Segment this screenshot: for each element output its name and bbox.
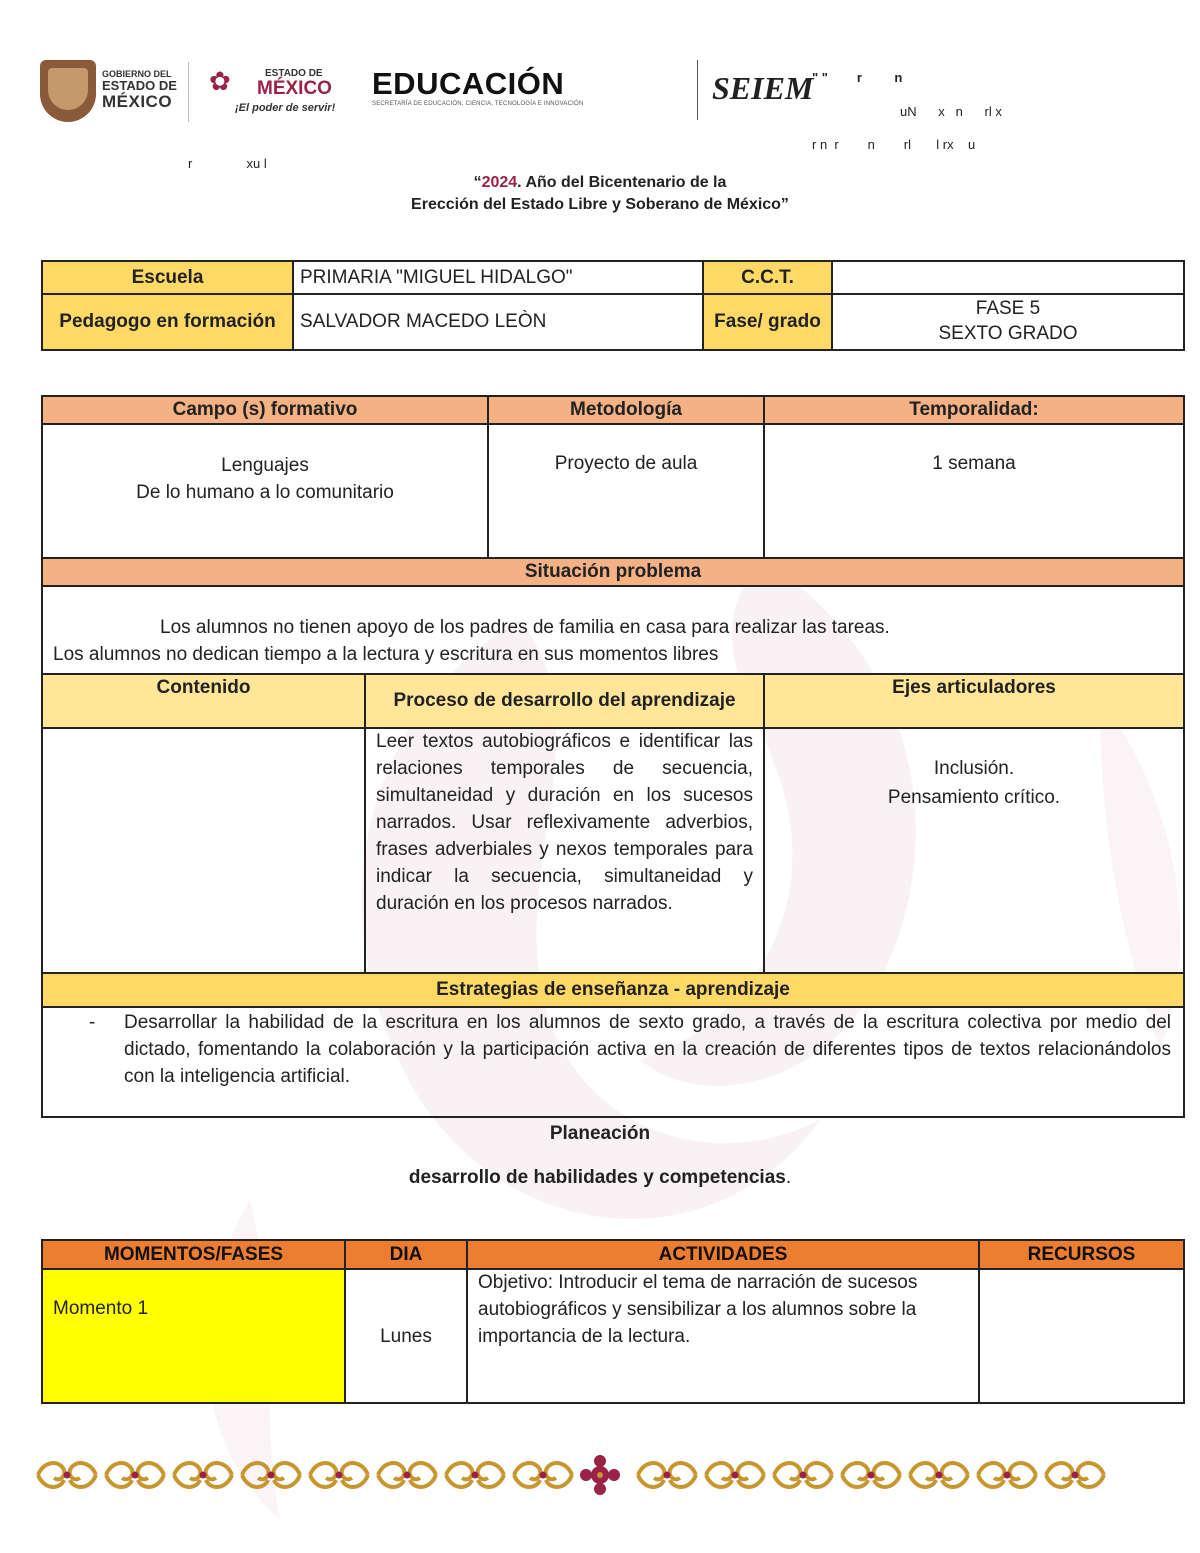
header-fragment-4: r xu l <box>188 156 267 171</box>
momento-cell: Momento 1 <box>42 1269 345 1403</box>
contenido-value <box>42 728 365 973</box>
proceso-label: Proceso de desarrollo del aprendizaje <box>365 674 764 728</box>
info-table <box>41 260 1185 351</box>
header-momentos: MOMENTOS/FASES <box>42 1240 345 1269</box>
schedule-table <box>41 1239 1185 1404</box>
pedagogo-value: SALVADOR MACEDO LEÒN <box>293 294 703 350</box>
educacion-logo: EDUCACIÓN SECRETARÍA DE EDUCACIÓN, CIENCIA, TECNOLOGÍA E INNOVACIÓN <box>372 66 584 107</box>
header-actividades: ACTIVIDADES <box>467 1240 979 1269</box>
metodologia-label: Metodología <box>488 396 764 424</box>
campo-value: Lenguajes De lo humano a lo comunitario <box>42 424 488 558</box>
cct-value <box>832 261 1184 294</box>
header-fragment-2: uN x n rl x <box>900 104 1002 119</box>
escuela-value: PRIMARIA "MIGUEL HIDALGO" <box>293 261 703 294</box>
proceso-value: Leer textos autobiográficos e identificar las relaciones temporales de secuencia, simultaneidad y duración en los sucesos narrados. Usar reflexivamente adverbios, frases adverbiales y nexos temporales para indicar la secuencia, simultaneidad y duración en los procesos narrados. <box>365 728 764 973</box>
header-dia: DIA <box>345 1240 467 1269</box>
header-recursos: RECURSOS <box>979 1240 1184 1269</box>
escuela-label: Escuela <box>42 261 293 294</box>
state-shield-icon <box>40 60 96 122</box>
campo-label: Campo (s) formativo <box>42 396 488 424</box>
temporalidad-value: 1 semana <box>764 424 1184 558</box>
actividad-cell: Objetivo: Introducir el tema de narración de sucesos autobiográficos y sensibilizar a los alumnos sobre la importancia de la lectura. <box>467 1269 979 1403</box>
estrategias-label: Estrategias de enseñanza - aprendizaje <box>42 973 1184 1007</box>
seiem-logo: SEIEM <box>712 70 814 106</box>
ejes-label: Ejes articuladores <box>764 674 1184 728</box>
dia-cell: Lunes <box>345 1269 467 1403</box>
decorative-border-icon <box>34 1452 1134 1498</box>
header-fragment-1: " " r n <box>812 70 903 85</box>
lema-line-1: “2024. Año del Bicentenario de la <box>473 174 727 191</box>
plan-table <box>41 395 1185 1118</box>
cct-label: C.C.T. <box>703 261 832 294</box>
header-divider-2 <box>697 60 698 120</box>
fase-value: FASE 5 SEXTO GRADO <box>832 294 1184 350</box>
edomex-logo: ✿ ESTADO DE MÉXICO ¡El poder de servir! <box>209 66 336 114</box>
recursos-cell <box>979 1269 1184 1403</box>
lema-line-2: Erección del Estado Libre y Soberano de México” <box>411 196 789 213</box>
planeacion-title: Planeación <box>549 1123 651 1144</box>
header-divider <box>188 62 189 122</box>
estrategias-value: - Desarrollar la habilidad de la escritura en los alumnos de sexto grado, a través de la escritura colectiva por medio del dictado, fomentando la colaboración y la participación activa en la creación de diferentes tipos de textos relacionándolos con la inteligencia artificial. <box>42 1007 1184 1117</box>
estrategias-bullet: - <box>89 1012 96 1033</box>
header-fragment-3: r n r n rl l rx u <box>812 137 976 152</box>
gobierno-logo-text: GOBIERNO DEL ESTADO DE MÉXICO <box>102 69 177 112</box>
contenido-label: Contenido <box>42 674 365 728</box>
fase-label: Fase/ grado <box>703 294 832 350</box>
desarrollo-title: desarrollo de habilidades y competencias. <box>408 1167 792 1188</box>
situacion-label: Situación problema <box>42 558 1184 586</box>
situacion-value: Los alumnos no tienen apoyo de los padres de familia en casa para realizar las tareas. Los alumnos no dedican tiempo a la lectura y escritura en sus momentos libres <box>42 586 1184 674</box>
edomex-flower-icon: ✿ <box>209 66 231 96</box>
pedagogo-label: Pedagogo en formación <box>42 294 293 350</box>
metodologia-value: Proyecto de aula <box>488 424 764 558</box>
ejes-value: Inclusión. Pensamiento crítico. <box>764 728 1184 973</box>
temporalidad-label: Temporalidad: <box>764 396 1184 424</box>
